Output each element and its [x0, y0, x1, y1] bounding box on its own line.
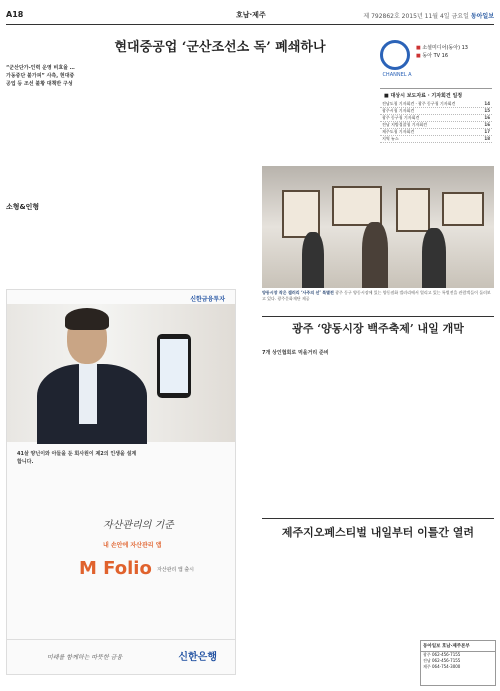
- index-row[interactable]: 전남도청 기자회견 · 광주 동구청 기자회견 14: [382, 101, 490, 106]
- mfolio-sub: 자산관리 앱 출시: [157, 567, 194, 573]
- article2-headline: 광주 ‘양동시장 백주축제’ 내일 개막: [292, 322, 464, 335]
- channel-a-logo-icon: [380, 40, 410, 70]
- contact-title: 동아일보 호남·제주본부: [421, 641, 495, 652]
- article-divider: [262, 316, 494, 317]
- contact-row: 광주 062-456-7155: [423, 652, 461, 657]
- gallery-photo: [262, 166, 494, 288]
- contact-row: 전남 062-456-7155: [423, 658, 461, 663]
- ad-orange-text: 내 손안에 자산관리 앱: [103, 542, 162, 549]
- ad-photo: [7, 304, 235, 442]
- section-name: 호남·제주: [236, 11, 266, 19]
- index-row[interactable]: 광주 동구청 기자회견 16: [382, 115, 490, 120]
- smartphone-icon: [157, 334, 191, 398]
- ad-footer: [7, 639, 235, 674]
- body-text-col3: [180, 64, 270, 284]
- ad-slogan: 미래를 함께하는 따뜻한 금융: [47, 654, 123, 661]
- article3-text-col2: [380, 544, 494, 634]
- issue-info: 제 792862호 2015년 11월 4일 금요일 동아일보: [363, 13, 494, 20]
- artwork-frame: [332, 186, 382, 226]
- ad-copy: 41살 양닌이와 아들을 둔 회사원이 제2의 인생을 설계합니다.: [17, 451, 137, 465]
- page-number: A18: [6, 10, 24, 19]
- header-rule: [6, 24, 494, 25]
- section-heading: 소형&인형: [6, 203, 40, 211]
- article3-text-col1: [262, 544, 374, 682]
- ad-brand-small: 신한금융투자: [190, 296, 225, 303]
- ad-brand: 신한은행: [178, 652, 217, 663]
- page-header: [6, 10, 494, 22]
- index-row[interactable]: 광주시청 기자회견 15: [382, 108, 490, 113]
- main-subhead: “군산단가-인력 운영 비효율 … 가동중단 불가피” 사측, 현대중공업 등 조선 불황 대책반 구성: [6, 65, 75, 87]
- index-sidebar: [380, 30, 494, 156]
- index-box: [380, 88, 492, 143]
- visitor-figure: [362, 222, 388, 288]
- body-text-col4: [276, 64, 372, 160]
- man-shirt: [79, 364, 97, 424]
- visitor-figure: [422, 228, 446, 288]
- sidebar-links: [416, 44, 468, 60]
- index-row[interactable]: 제주도청 기자회견 17: [382, 129, 490, 134]
- paper-name: 동아일보: [470, 13, 494, 20]
- sidebar-link[interactable]: ■ 소셜미디어(동아) 13: [416, 45, 468, 51]
- main-headline: 현대중공업 ‘군산조선소 독’ 폐쇄하나: [114, 40, 326, 55]
- small-article-text: [6, 214, 78, 286]
- article2-text-col1: [262, 360, 374, 510]
- contact-box: [420, 640, 496, 686]
- mfolio-logo: M Folio: [79, 558, 152, 579]
- man-hair: [65, 308, 109, 330]
- photo-caption: 양동시장 작은 갤러리 ‘사주의 선’ 특별전 광주 동구 양동시장에 있는 양동점화 갤러리에서 열리고 있는 특별전을 관람객들이 둘러보고 있다. 광주문화재단 제공: [262, 290, 491, 301]
- article3-headline: 제주지오페스티벌 내일부터 이틀간 열려: [281, 526, 475, 539]
- sidebar-link[interactable]: ■ 동아 TV 16: [416, 53, 449, 59]
- logo-text: CHANNEL A: [382, 72, 412, 78]
- body-text-col1: [6, 98, 78, 198]
- index-row[interactable]: 지역 뉴스 18: [382, 136, 490, 141]
- article2-text-col2: [380, 340, 494, 510]
- contact-row: 제주 064-754-3000: [423, 664, 461, 669]
- artwork-frame: [442, 192, 484, 226]
- ad-script-title: 자산관리의 기준: [103, 520, 174, 531]
- artwork-frame: [282, 190, 320, 238]
- artwork-frame: [396, 188, 430, 232]
- article-divider: [262, 518, 494, 519]
- article2-subhead: 7개 상인협회로 먹을거리 준비: [262, 350, 329, 356]
- index-title: ■ 대상시 보도자료 · 기자회견 일정: [384, 93, 463, 99]
- body-text-col2: [84, 64, 174, 284]
- shinhan-advertisement[interactable]: [6, 289, 236, 675]
- index-row[interactable]: 전남 지방경찰청 기자회견 16: [382, 122, 490, 127]
- visitor-figure: [302, 232, 324, 288]
